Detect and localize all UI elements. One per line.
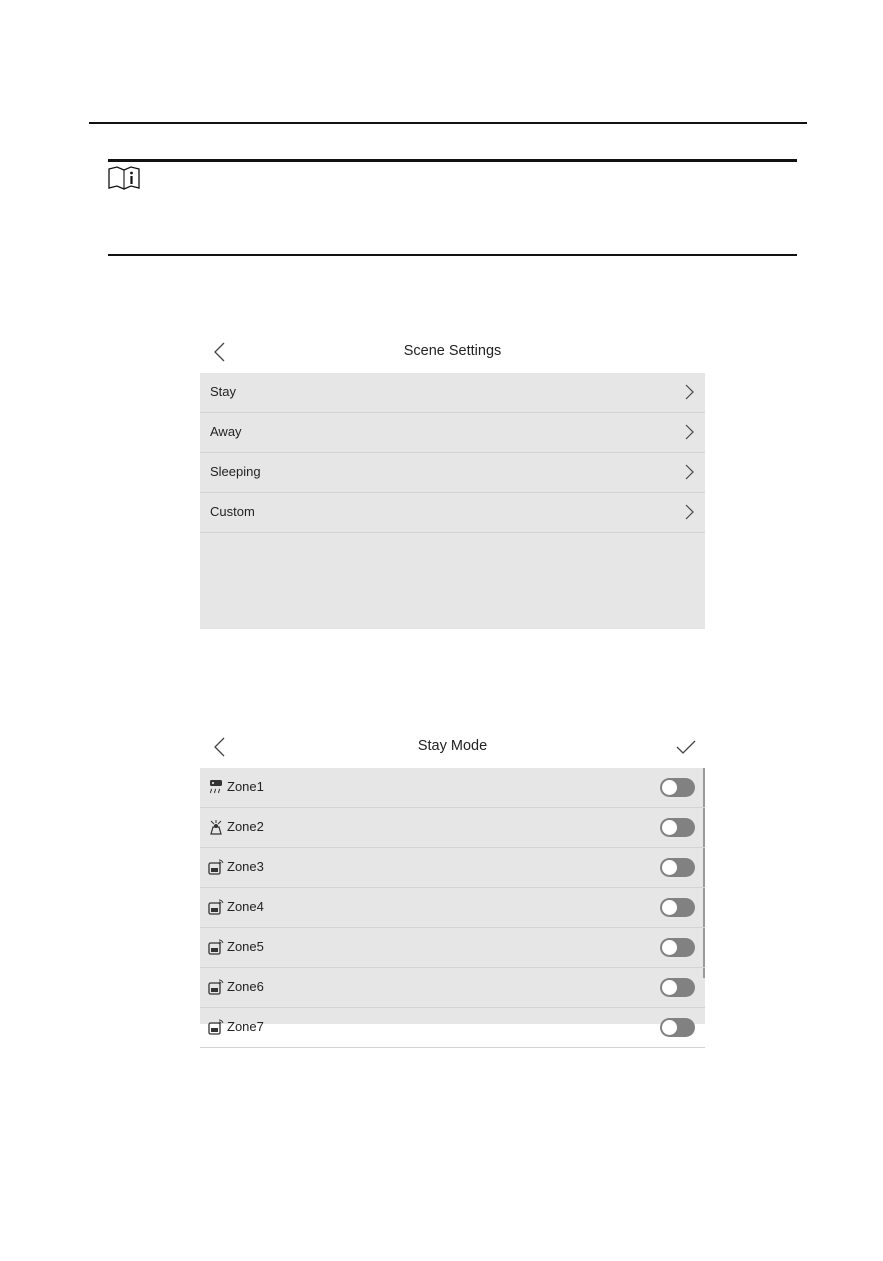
scene-settings-header — [200, 335, 705, 373]
zone-toggle[interactable] — [660, 978, 695, 997]
zone-row — [200, 808, 705, 848]
page-title: Scene Settings — [403, 343, 502, 359]
zone-label: Zone1 — [227, 779, 264, 794]
toggle-knob — [662, 980, 677, 995]
zone-label: Zone5 — [227, 939, 264, 954]
detector-icon — [208, 779, 224, 795]
wireless-device-icon — [208, 939, 224, 955]
zone-toggle[interactable] — [660, 898, 695, 917]
chevron-right-icon — [683, 464, 695, 480]
zone-toggle[interactable] — [660, 778, 695, 797]
wireless-device-icon — [208, 979, 224, 995]
zone-label: Zone2 — [227, 819, 264, 834]
scene-item-sleeping[interactable] — [200, 453, 705, 493]
zone-label: Zone6 — [227, 979, 264, 994]
stay-mode-screen — [200, 730, 705, 1034]
stay-mode-header — [200, 730, 705, 768]
toggle-knob — [662, 780, 677, 795]
note-top-rule — [108, 159, 797, 162]
zone-row — [200, 848, 705, 888]
zone-toggle[interactable] — [660, 818, 695, 837]
toggle-knob — [662, 1020, 677, 1035]
note-book-icon — [107, 166, 141, 190]
scene-item-stay[interactable] — [200, 373, 705, 413]
zone-row — [200, 968, 705, 1008]
zone-label: Zone3 — [227, 859, 264, 874]
zone-row — [200, 1008, 705, 1048]
sensor-icon — [208, 819, 224, 835]
scene-item-label: Stay — [210, 384, 237, 399]
zone-label: Zone4 — [227, 899, 264, 914]
toggle-knob — [662, 820, 677, 835]
zone-toggle[interactable] — [660, 858, 695, 877]
chevron-right-icon — [683, 504, 695, 520]
scene-item-label: Away — [210, 424, 242, 439]
zone-toggle[interactable] — [660, 1018, 695, 1037]
page-title: Stay Mode — [417, 738, 488, 754]
note-bottom-rule — [108, 254, 797, 256]
zone-row — [200, 928, 705, 968]
header-rule — [89, 122, 807, 124]
zone-label: Zone7 — [227, 1019, 264, 1034]
scene-settings-screen — [200, 335, 705, 629]
zone-row — [200, 888, 705, 928]
chevron-right-icon — [683, 424, 695, 440]
scene-item-away[interactable] — [200, 413, 705, 453]
scene-item-label: Custom — [210, 504, 255, 519]
zone-list[interactable] — [200, 768, 705, 1034]
chevron-right-icon — [683, 384, 695, 400]
scene-list — [200, 373, 705, 629]
toggle-knob — [662, 900, 677, 915]
wireless-device-icon — [208, 899, 224, 915]
wireless-device-icon — [208, 1019, 224, 1035]
zone-toggle[interactable] — [660, 938, 695, 957]
scene-item-label: Sleeping — [210, 464, 261, 479]
toggle-knob — [662, 940, 677, 955]
zone-row — [200, 768, 705, 808]
wireless-device-icon — [208, 859, 224, 875]
scene-item-custom[interactable] — [200, 493, 705, 533]
toggle-knob — [662, 860, 677, 875]
checkmark-icon[interactable] — [675, 736, 697, 758]
